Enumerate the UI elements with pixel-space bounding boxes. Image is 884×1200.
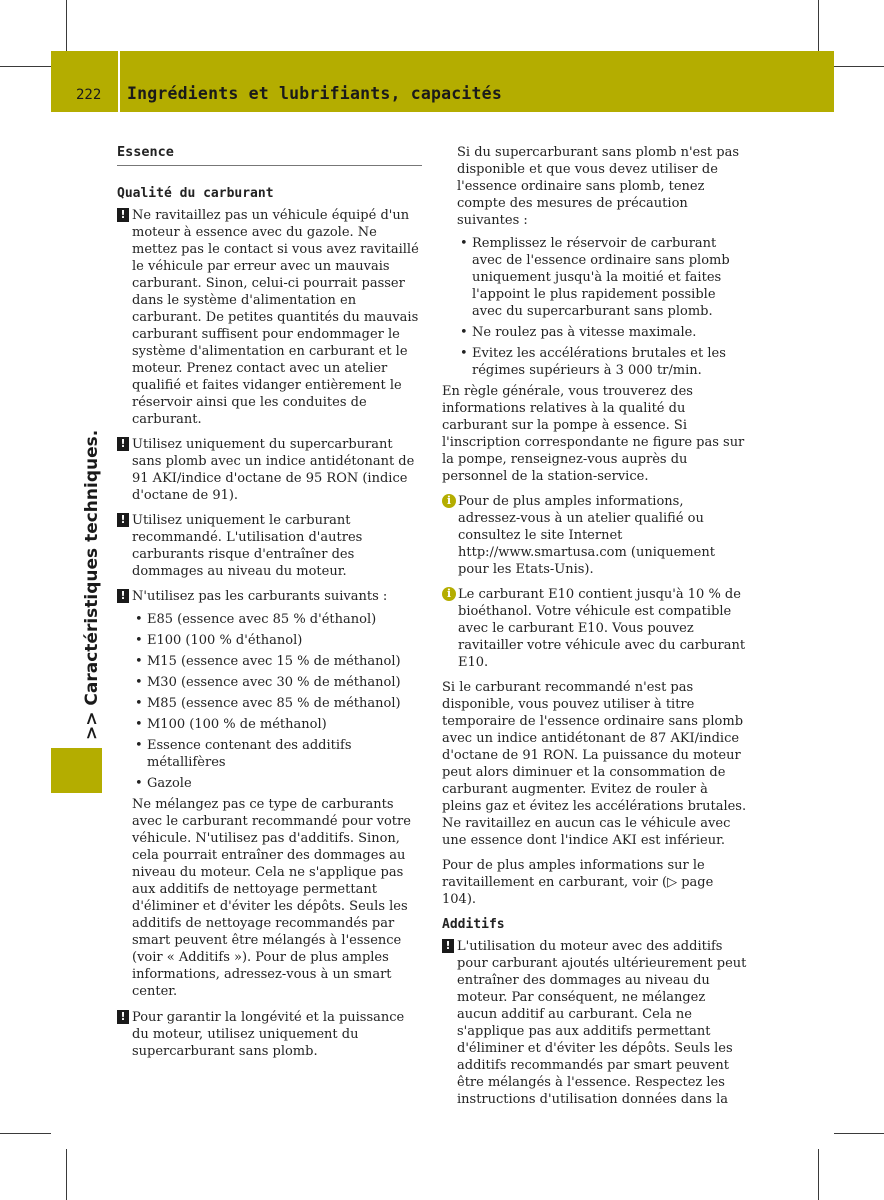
warning-text: Utilisez uniquement le carburant recommandé. L'utilisation d'autres carburants risque d'entraîner des dommages au niveau du moteur. — [132, 513, 363, 579]
warning-recommended-fuel — [117, 512, 422, 580]
list-item: • M15 (essence avec 15 % de méthanol) — [132, 653, 422, 670]
warning-additives — [442, 938, 748, 1108]
crop-mark — [818, 1149, 819, 1200]
page-number: 222 — [76, 87, 102, 103]
general-info-paragraph: En règle générale, vous trouverez des informations relatives à la qualité du carburant sur la pompe à essence. Si l'inscription correspondante ne figure pas sur la pompe, renseignez-vous auprès du personnel de la station-service. — [442, 384, 745, 484]
warning-text: N'utilisez pas les carburants suivants : — [132, 589, 388, 604]
list-item: • M85 (essence avec 85 % de méthanol) — [132, 695, 422, 712]
side-tab-label: >> Caractéristiques techniques. — [82, 429, 102, 740]
refuel-reference-paragraph: Pour de plus amples informations sur le ravitaillement en carburant, voir (▷ page 104). — [442, 858, 714, 907]
list-item: • Essence contenant des additifs métallifères — [132, 737, 422, 771]
crop-mark — [0, 66, 51, 67]
no-mixing-paragraph: Ne mélangez pas ce type de carburants avec le carburant recommandé pour votre véhicule. N'utilisez pas d'additifs. Sinon, cela pourrait entraîner des dommages au niveau du moteur. Cela ne s'applique pas aux additifs de nettoyage permettant d'éliminer et d'éviter les dépôts. Seuls les additifs de nettoyage recommandés par smart peuvent être mélangés à l'essence (voir « Additifs »). Pour de plus amples informations, adressez-vous à un smart center. — [132, 797, 411, 999]
list-item: • Gazole — [132, 775, 422, 792]
info-smartusa — [442, 493, 748, 578]
list-item: • E85 (essence avec 85 % d'éthanol) — [132, 611, 422, 628]
crop-mark — [66, 1149, 67, 1200]
warning-icon: ! — [117, 1010, 129, 1024]
warning-text: Pour garantir la longévité et la puissance du moteur, utilisez uniquement du supercarburant sans plomb. — [132, 1010, 405, 1059]
side-tab-marker — [51, 748, 102, 793]
warning-supercarburant — [117, 436, 422, 504]
subsection-title-fuel-quality: Qualité du carburant — [117, 186, 274, 201]
right-column — [442, 144, 748, 1116]
page-title: Ingrédients et lubrifiants, capacités — [127, 84, 502, 103]
warning-diesel — [117, 207, 422, 428]
list-item: • Remplissez le réservoir de carburant avec de l'essence ordinaire sans plomb uniquement jusqu'à la moitié et faites l'appoint le plus rapidement possible avec du supercarburant sans plomb. — [457, 235, 748, 320]
list-item: • M30 (essence avec 30 % de méthanol) — [132, 674, 422, 691]
crop-mark — [818, 0, 819, 51]
crop-mark — [66, 0, 67, 51]
warning-icon: ! — [117, 589, 129, 603]
subsection-title-additives: Additifs — [442, 917, 505, 932]
warning-icon: ! — [117, 437, 129, 451]
section-title-essence: Essence — [117, 144, 422, 166]
list-item: • M100 (100 % de méthanol) — [132, 716, 422, 733]
crop-mark — [834, 1133, 884, 1134]
header-divider — [118, 51, 120, 112]
warning-icon: ! — [117, 513, 129, 527]
warning-forbidden-fuels — [117, 588, 422, 605]
crop-mark — [0, 1133, 51, 1134]
precautions-intro: Si du supercarburant sans plomb n'est pas disponible et que vous devez utiliser de l'essence ordinaire sans plomb, tenez compte des mesures de précaution suivantes : — [457, 145, 740, 228]
warning-longevity — [117, 1009, 422, 1060]
forbidden-fuel-list — [117, 611, 422, 792]
crop-mark — [834, 66, 884, 67]
left-column — [117, 144, 422, 1068]
warning-icon: ! — [117, 208, 129, 222]
warning-text: Utilisez uniquement du supercarburant sans plomb avec un indice antidétonant de 91 AKI/indice d'octane de 95 RON (indice d'octane de 91). — [132, 437, 415, 503]
fuel-unavailable-paragraph: Si le carburant recommandé n'est pas disponible, vous pouvez utiliser à titre temporaire de l'essence ordinaire sans plomb avec un indice antidétonant de 87 AKI/indice d'octane de 91 RON. La puissance du moteur peut alors diminuer et la consommation de carburant augmenter. Evitez de rouler à pleins gaz et évitez les accélérations brutales. Ne ravitaillez en aucun cas le véhicule avec une essence dont l'indice AKI est inférieur. — [442, 680, 747, 848]
list-item: • E100 (100 % d'éthanol) — [132, 632, 422, 649]
info-e10 — [442, 586, 748, 671]
warning-text: Ne ravitaillez pas un véhicule équipé d'un moteur à essence avec du gazole. Ne mettez pas le contact si vous avez ravitaillé le véhicule par erreur avec un mauvais carburant. Sinon, celui-ci pourrait passer dans le système d'alimentation en carburant. De petites quantités du mauvais carburant suffisent pour endommager le système d'alimentation en carburant et le moteur. Prenez contact avec un atelier qualifié et faites vidanger entièrement le réservoir ainsi que les conduites de carburant. — [132, 208, 419, 427]
list-item: • Evitez les accélérations brutales et les régimes supérieurs à 3 000 tr/min. — [457, 345, 748, 379]
warning-text: L'utilisation du moteur avec des additifs pour carburant ajoutés ultérieurement peut entraîner des dommages au niveau du moteur. Par conséquent, ne mélangez aucun additif au carburant. Cela ne s'applique pas aux additifs permettant d'éliminer et d'éviter les dépôts. Seuls les additifs recommandés par smart peuvent être mélangés à l'essence. Respectez les instructions d'utilisation données dans la — [457, 939, 747, 1107]
warning-icon: ! — [442, 939, 454, 953]
info-icon: i — [442, 587, 456, 601]
list-item: • Ne roulez pas à vitesse maximale. — [457, 324, 748, 341]
info-text: Pour de plus amples informations, adressez-vous à un atelier qualifié ou consultez le site Internet http://www.smartusa.com (uniquement pour les Etats-Unis). — [458, 494, 715, 577]
info-text: Le carburant E10 contient jusqu'à 10 % de bioéthanol. Votre véhicule est compatible avec le carburant E10. Vous pouvez ravitailler votre véhicule avec du carburant E10. — [458, 587, 746, 670]
precautions-list — [442, 235, 748, 379]
info-icon: i — [442, 494, 456, 508]
